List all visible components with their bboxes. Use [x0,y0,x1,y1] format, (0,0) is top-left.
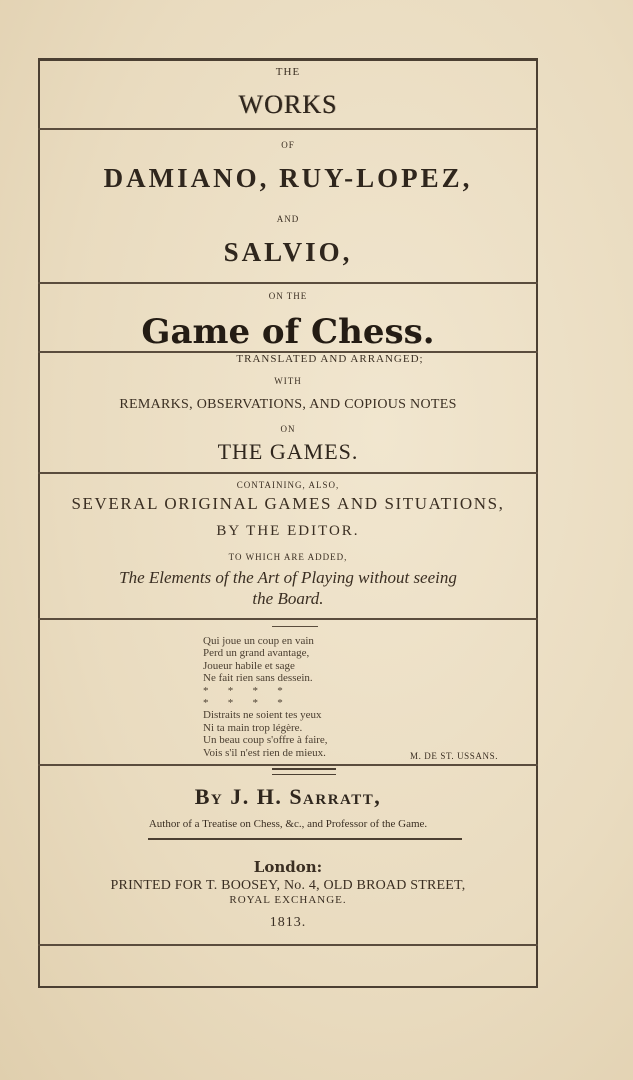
title-on-the: ON THE [268,291,308,301]
title-translated: TRANSLATED AND ARRANGED; [236,353,424,365]
double-rule [272,768,336,775]
title-added: TO WHICH ARE ADDED, [228,552,348,562]
author-description: Author of a Treatise on Chess, &c., and Professor of the Game. [148,818,428,830]
title-elements-2: the Board. [252,589,324,608]
divider-rule [38,618,538,620]
author-underline [148,838,462,840]
epigraph-line: Vois s'il n'est rien de mieux. [203,746,326,759]
title-and: AND [276,214,300,224]
title-containing: CONTAINING, ALSO, [236,480,340,490]
title-of: OF [281,140,295,150]
epigraph-line: Perd un grand avantage, [203,647,310,660]
divider-rule [38,944,538,946]
title-the: THE [275,66,301,78]
epigraph-line: Un beau coup s'offre à faire, [203,734,328,747]
title-by-editor: BY THE EDITOR. [216,523,360,539]
divider-rule [38,282,538,284]
title-several: SEVERAL ORIGINAL GAMES AND SITUATIONS, [71,494,505,513]
epigraph-line: Qui joue un coup en vain [203,635,314,647]
epigraph-line: Ni ta main trop légère. [203,721,303,734]
title-works: WORKS [238,90,338,119]
divider-rule [38,764,538,766]
title-with: WITH [274,376,302,386]
imprint-exchange: ROYAL EXCHANGE. [229,894,347,906]
title-remarks: REMARKS, OBSERVATIONS, AND COPIOUS NOTES [119,397,457,412]
epigraph-line: Ne fait rien sans dessein. [203,672,313,685]
epigraph-line: Distraits ne soient tes yeux [203,709,322,722]
epigraph [203,635,463,759]
epigraph-line: Joueur habile et sage [203,659,295,672]
title-game-of-chess: Game of Chess. [141,312,435,352]
title-on: ON [280,424,296,434]
epigraph-attribution: M. DE ST. USSANS. [410,751,499,761]
title-salvio: SALVIO, [223,237,353,267]
epigraph-line: * * * * [203,697,283,710]
imprint-year: 1813. [269,915,307,930]
title-elements-1: The Elements of the Art of Playing without seeing [119,568,457,587]
author-byline: By J. H. Sarratt, [194,784,382,809]
short-rule [272,626,318,627]
title-the-games: THE GAMES. [217,439,359,464]
epigraph-line: * * * * [203,684,283,697]
divider-rule [38,472,538,474]
title-authors: DAMIANO, RUY-LOPEZ, [103,163,473,193]
imprint-city: London: [253,858,323,876]
imprint-printer: PRINTED FOR T. BOOSEY, No. 4, OLD BROAD STREET, [110,878,466,893]
divider-rule [38,128,538,130]
